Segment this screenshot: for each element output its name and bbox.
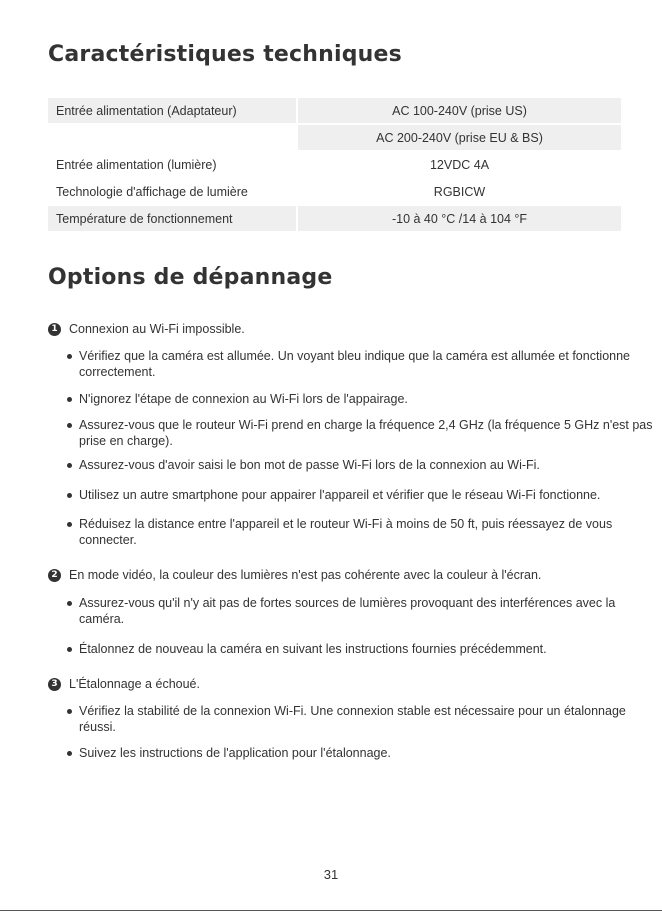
table-row — [48, 152, 621, 177]
spec-value: AC 100-240V (prise US) — [298, 98, 621, 123]
bullet-icon — [67, 601, 72, 606]
bullet-icon — [67, 397, 72, 402]
spec-label: Entrée alimentation (Adaptateur) — [48, 98, 296, 123]
list-item: Suivez les instructions de l'application pour l'étalonnage. — [66, 745, 655, 761]
bullet-icon — [67, 354, 72, 359]
bullet-icon — [67, 751, 72, 756]
list-item: Étalonnez de nouveau la caméra en suivant les instructions fournies précédemment. — [66, 641, 655, 657]
specs-table — [48, 98, 621, 231]
spec-label: Entrée alimentation (lumière) — [56, 157, 217, 172]
spec-label: Température de fonctionnement — [48, 206, 296, 231]
section-heading-text: En mode vidéo, la couleur des lumières n'est pas cohérente avec la couleur à l'écran. — [69, 568, 542, 582]
section-heading — [48, 322, 245, 336]
table-row — [48, 179, 621, 204]
spec-label — [48, 125, 296, 150]
list-item: Vérifiez la stabilité de la connexion Wi-Fi. Une connexion stable est nécessaire pour un étalonnage réussi. — [66, 703, 655, 735]
section-heading-text: Connexion au Wi-Fi impossible. — [69, 322, 245, 336]
list-item: Vérifiez que la caméra est allumée. Un voyant bleu indique que la caméra est allumée et fonctionne correctement. — [66, 348, 655, 380]
page-number: 31 — [323, 867, 339, 882]
spec-value: AC 200-240V (prise EU & BS) — [298, 125, 621, 150]
bottom-divider — [0, 910, 662, 911]
spec-label: Technologie d'affichage de lumière — [56, 184, 248, 199]
bullet-icon — [67, 709, 72, 714]
list-item: Réduisez la distance entre l'appareil et le routeur Wi-Fi à moins de 50 ft, puis réessayez de vous connecter. — [66, 516, 655, 548]
bullet-icon — [67, 522, 72, 527]
number-badge: 1 — [48, 323, 61, 336]
spec-value: RGBICW — [433, 184, 486, 199]
list-item: Assurez-vous que le routeur Wi-Fi prend en charge la fréquence 2,4 GHz (la fréquence 5 GHz n'est pas prise en charge). — [66, 417, 655, 449]
table-row — [48, 125, 621, 150]
number-badge: 3 — [48, 678, 61, 691]
specs-title: Caractéristiques techniques — [48, 42, 402, 67]
section-heading — [48, 568, 541, 582]
table-row — [48, 206, 621, 231]
bullet-icon — [67, 463, 72, 468]
list-item: Assurez-vous qu'il n'y ait pas de fortes sources de lumières provoquant des interférences avec la caméra. — [66, 595, 655, 627]
table-row — [48, 98, 621, 123]
bullet-icon — [67, 493, 72, 498]
number-badge: 2 — [48, 569, 61, 582]
bullet-icon — [67, 647, 72, 652]
section-heading — [48, 677, 200, 691]
spec-value: -10 à 40 °C /14 à 104 °F — [298, 206, 621, 231]
list-item: Assurez-vous d'avoir saisi le bon mot de passe Wi-Fi lors de la connexion au Wi-Fi. — [66, 457, 655, 473]
spec-value: 12VDC 4A — [429, 157, 490, 172]
section-heading-text: L'Étalonnage a échoué. — [69, 677, 200, 691]
troubleshooting-title: Options de dépannage — [48, 265, 333, 290]
bullet-icon — [67, 423, 72, 428]
list-item: N'ignorez l'étape de connexion au Wi-Fi lors de l'appairage. — [66, 391, 655, 407]
list-item: Utilisez un autre smartphone pour appairer l'appareil et vérifier que le réseau Wi-Fi fonctionne. — [66, 487, 655, 503]
